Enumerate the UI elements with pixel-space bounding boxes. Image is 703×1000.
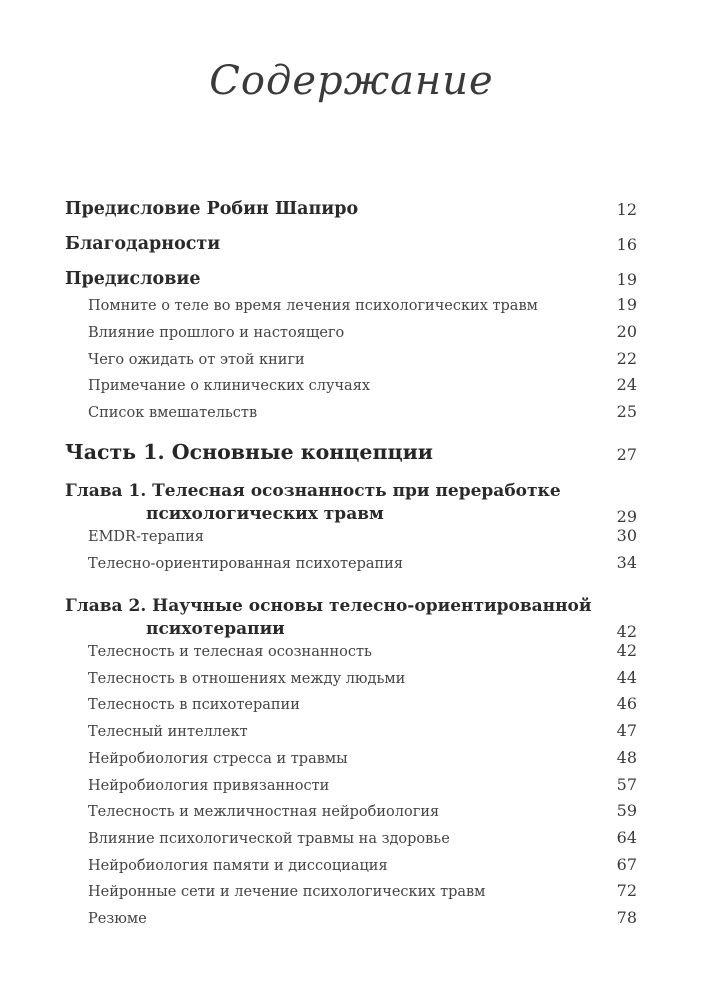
toc-subentry[interactable] [65,553,637,572]
toc-entry-label: EMDR-терапия [88,529,204,545]
toc-entry-label: Примечание о клинических случаях [88,378,371,394]
toc-chapter-title-line1: Глава 1. Телесная осознанность при переработке [65,481,561,501]
toc-entry-page: 72 [616,881,637,900]
toc-subentry[interactable] [65,402,637,421]
toc-subentry[interactable] [65,641,637,660]
toc-entry-page: 64 [616,828,637,847]
toc-subentry[interactable] [65,721,637,740]
toc-entry-page: 22 [616,349,637,368]
toc-entry-page: 24 [616,375,637,394]
toc-entry-label: Предисловие Робин Шапиро [65,199,359,219]
toc-entry-label [65,480,637,526]
toc-entry-label: Часть 1. Основные концепции [65,440,433,464]
toc-subentry[interactable] [65,349,637,368]
toc-entry-page: 16 [616,235,637,254]
toc-subentry[interactable] [65,775,637,794]
toc-subentry[interactable] [65,748,637,767]
toc-entry[interactable] [65,199,637,219]
toc-subentry[interactable] [65,881,637,900]
toc-entry-page: 46 [616,694,637,713]
toc-entry-label [65,595,637,641]
toc-entry[interactable] [65,269,637,289]
toc-entry-page: 30 [616,526,637,545]
toc-entry-page: 34 [616,553,637,572]
toc-entry-label: Телесность в отношениях между людьми [88,671,406,687]
toc-chapter-title-line2: психологических травм [146,504,384,524]
toc-entry-page: 42 [616,622,637,641]
toc-entry-label: Влияние психологической травмы на здоровье [88,831,450,847]
toc-entry-label: Предисловие [65,269,201,289]
toc-entry-page: 12 [616,200,637,219]
toc-entry-label: Чего ожидать от этой книги [88,352,305,368]
toc-part-heading[interactable] [65,440,637,464]
toc-subentry[interactable] [65,694,637,713]
toc-entry-label: Нейробиология памяти и диссоциация [88,858,388,874]
page-title: Содержание [209,58,494,104]
toc-entry-label: Телесность и телесная осознанность [88,644,372,660]
toc-entry[interactable] [65,234,637,254]
toc-subentry[interactable] [65,375,637,394]
toc-entry-page: 47 [616,721,637,740]
toc-entry-label: Помните о теле во время лечения психологических травм [88,298,538,314]
toc-entry-label: Резюме [88,911,147,927]
toc-entry-label: Нейробиология стресса и травмы [88,751,348,767]
toc-entry-label: Телесность и межличностная нейробиология [88,804,440,820]
toc-entry-page: 59 [616,801,637,820]
toc-entry-label: Нейронные сети и лечение психологических травм [88,884,486,900]
toc-entry-label: Телесный интеллект [88,724,248,740]
toc-entry-page: 48 [616,748,637,767]
toc-entry-page: 20 [616,322,637,341]
toc-entry-page: 29 [616,507,637,526]
toc-entry-label: Телесность в психотерапии [88,697,300,713]
toc-entry-label: Нейробиология привязанности [88,778,330,794]
toc-subentry[interactable] [65,526,637,545]
toc-chapter-title-line2: психотерапии [146,619,285,639]
toc-entry-page: 27 [616,445,637,464]
toc-entry-page: 44 [616,668,637,687]
toc-subentry[interactable] [65,855,637,874]
toc-subentry[interactable] [65,801,637,820]
toc-subentry[interactable] [65,908,637,927]
toc-chapter-title-line1: Глава 2. Научные основы телесно-ориентированной [65,596,592,616]
toc-entry-label: Список вмешательств [88,405,258,421]
toc-chapter-heading[interactable] [65,480,637,526]
toc-entry-page: 19 [616,295,637,314]
toc-subentry[interactable] [65,295,637,314]
toc-subentry[interactable] [65,828,637,847]
toc-entry-label: Телесно-ориентированная психотерапия [88,556,403,572]
toc-entry-page: 78 [616,908,637,927]
toc-chapter-heading[interactable] [65,595,637,641]
toc-subentry[interactable] [65,322,637,341]
toc-entry-page: 57 [616,775,637,794]
toc-entry-label: Влияние прошлого и настоящего [88,325,345,341]
toc-entry-page: 25 [616,402,637,421]
toc-entry-page: 42 [616,641,637,660]
toc-entry-page: 19 [616,270,637,289]
toc-entry-label: Благодарности [65,234,221,254]
toc-subentry[interactable] [65,668,637,687]
toc-entry-page: 67 [616,855,637,874]
